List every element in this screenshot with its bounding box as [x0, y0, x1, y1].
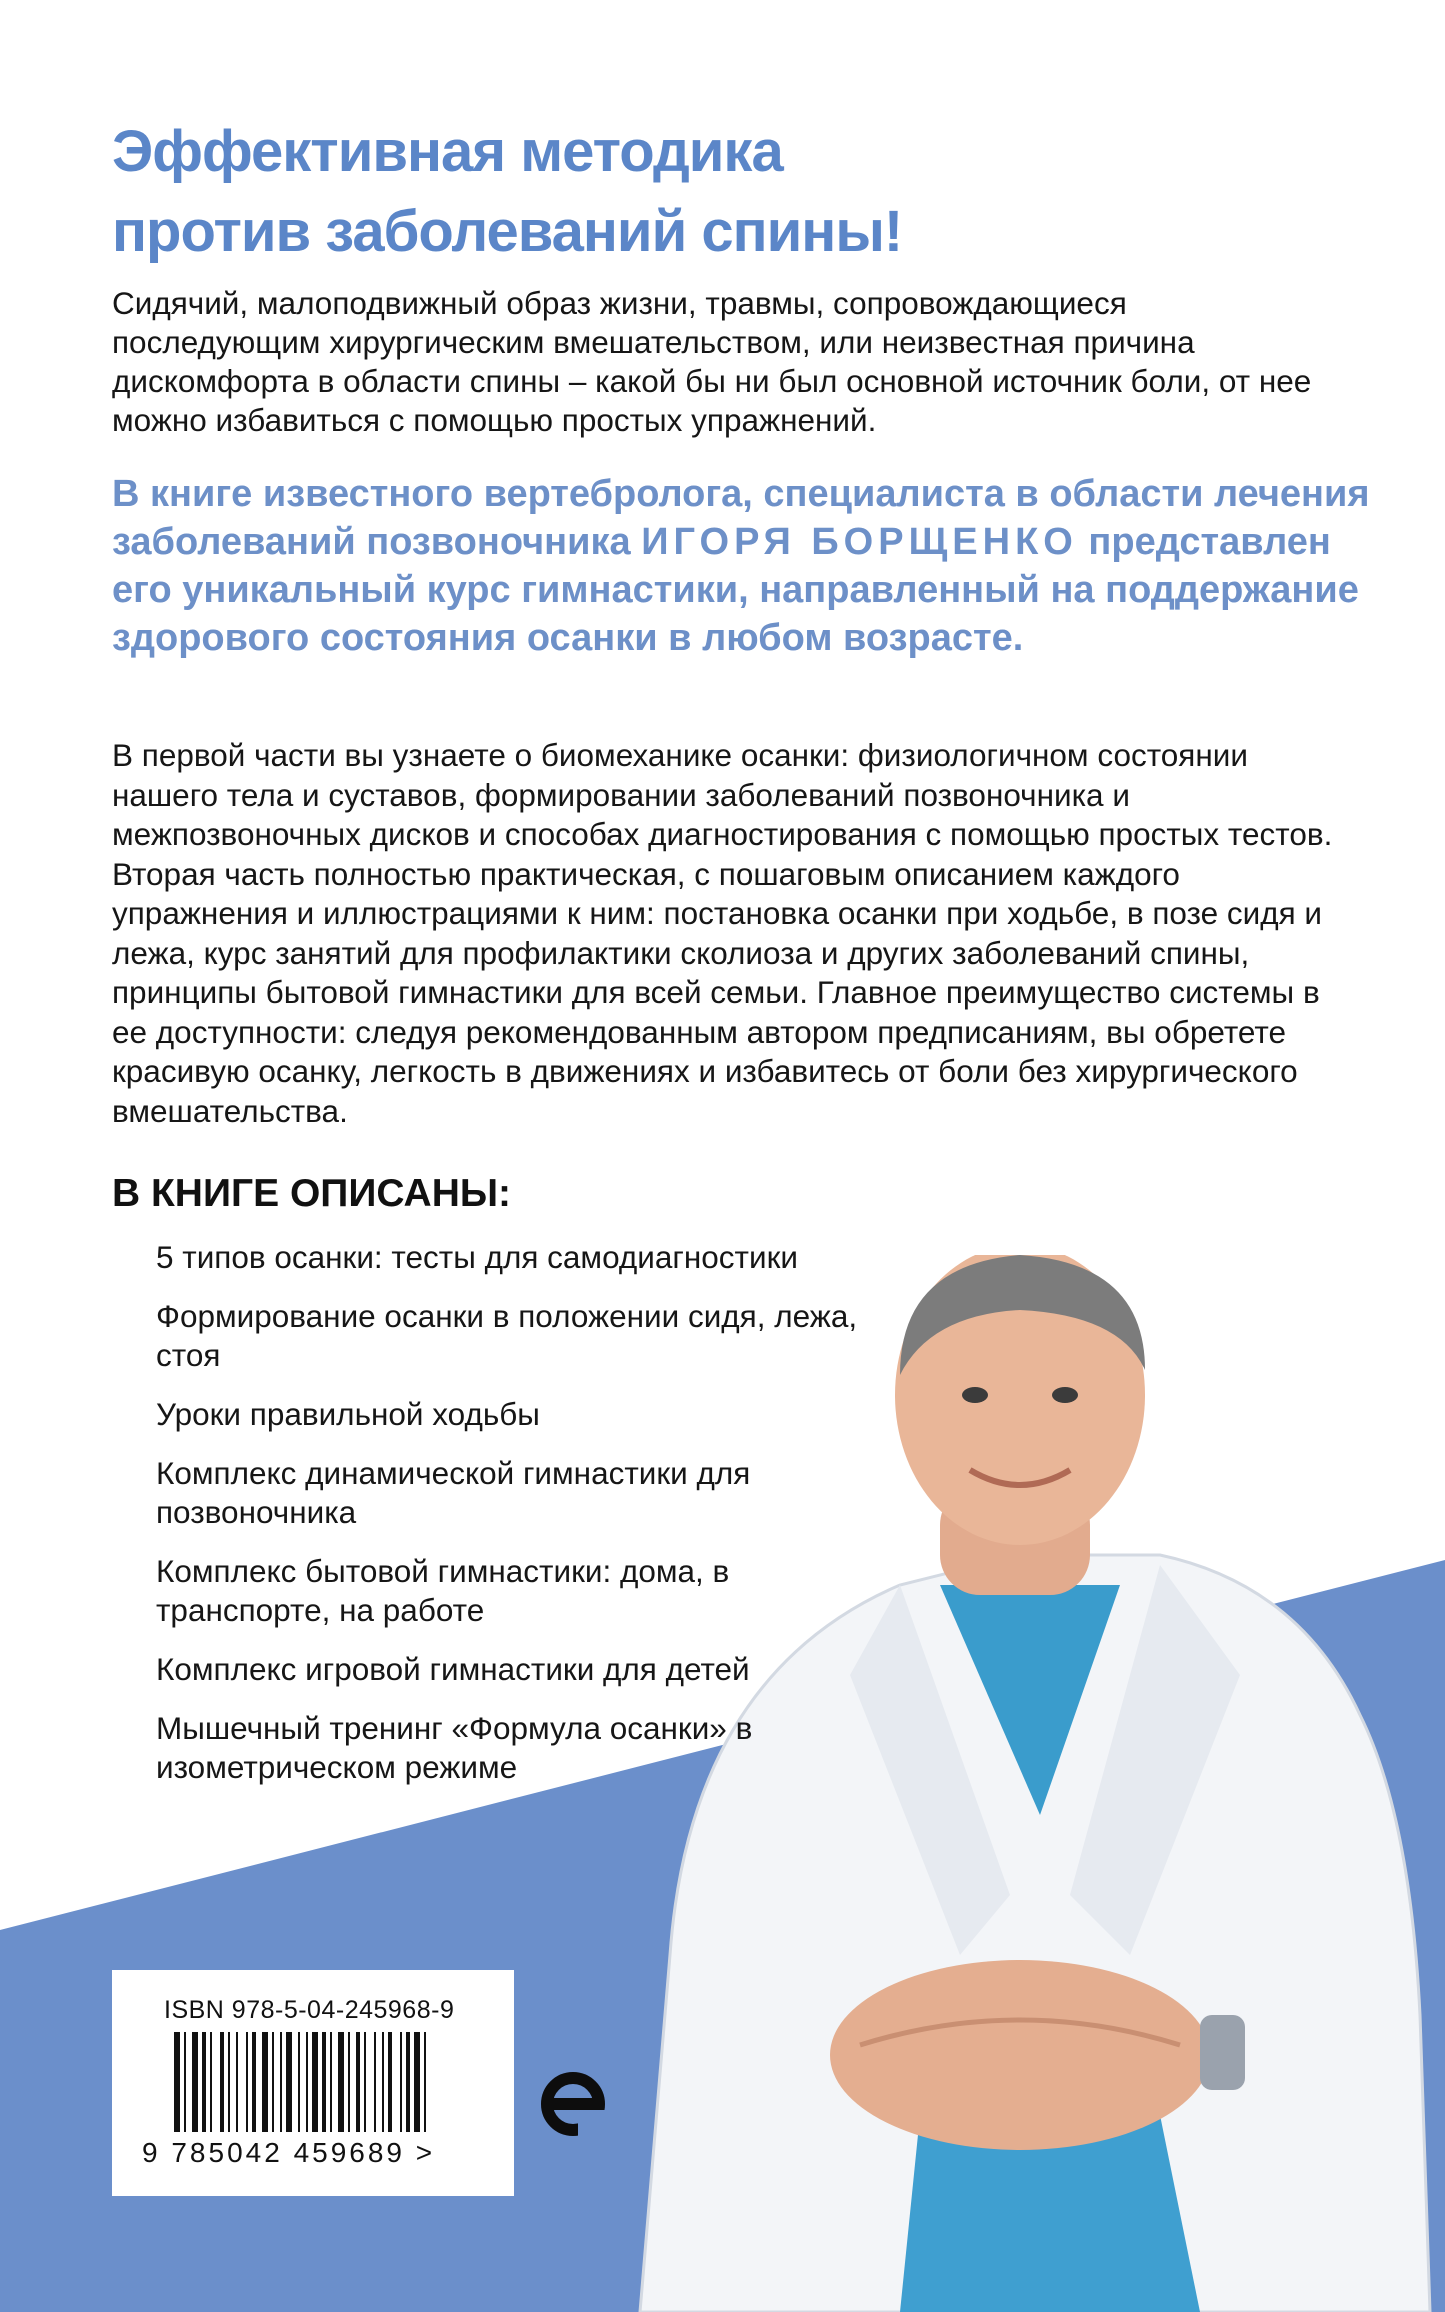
barcode-bar [312, 2032, 318, 2132]
lead-text-before: В книге известного вертебролога, специалиста в области лечения заболеваний позвоночника [112, 473, 1370, 563]
barcode-bar [192, 2032, 198, 2132]
barcode-bar [202, 2032, 206, 2132]
barcode-bar [400, 2032, 402, 2132]
eksmo-logo-icon [538, 2054, 608, 2154]
barcode-bar [388, 2032, 392, 2132]
barcode-bar [252, 2032, 256, 2132]
barcode-bar [184, 2032, 186, 2132]
barcode-bar [338, 2032, 344, 2132]
list-item: Формирование осанки в положении сидя, лежа, стоя [156, 1298, 858, 1373]
list-item: Комплекс динамической гимнастики для позвоночника [156, 1455, 751, 1530]
list-item: Уроки правильной ходьбы [156, 1396, 540, 1432]
list-item: Комплекс игровой гимнастики для детей [156, 1651, 750, 1687]
barcode-bar [382, 2032, 384, 2132]
barcode-bar [424, 2032, 426, 2132]
barcode-bar [262, 2032, 268, 2132]
barcode-bar [322, 2032, 326, 2132]
barcode-bar [374, 2032, 376, 2132]
lead-text-after: представлен его уникальный курс гимнастики, направленный на поддержание здорового состояния осанки в любом возрасте. [112, 521, 1359, 659]
barcode-bar [348, 2032, 350, 2132]
list-item: Комплекс бытовой гимнастики: дома, в транспорте, на работе [156, 1553, 730, 1628]
isbn-digits: 9 785042 459689 > [142, 2137, 436, 2168]
barcode-bar [330, 2032, 332, 2132]
barcode-icon [174, 2032, 474, 2132]
barcode-bar [220, 2032, 224, 2132]
isbn-label: ISBN 978-5-04-245968-9 [164, 1996, 455, 2024]
barcode-bar [272, 2032, 274, 2132]
barcode-bar [364, 2032, 366, 2132]
barcode-bar [406, 2032, 410, 2132]
list-item: Мышечный тренинг «Формула осанки» в изометрическом режиме [156, 1710, 753, 1785]
barcode-bar [236, 2032, 238, 2132]
barcode-bar [306, 2032, 308, 2132]
isbn-block [112, 1970, 514, 2196]
barcode-bar [298, 2032, 300, 2132]
barcode-bar [246, 2032, 248, 2132]
description-paragraph: В первой части вы узнаете о биомеханике осанки: физиологичном состоянии нашего тела и суставов, формировании заболеваний позвоночника и межпозвоночных дисков и способах диагностирования с помощью простых тестов. Вторая часть полностью практическая, с пошаговым описанием каждого упражнения и иллюстрациями к ним: постановка осанки при ходьбе, в позе сидя и лежа, курс занятий для профилактики сколиоза и других заболеваний спины, принципы бытовой гимнастики для всей семьи. Главное преимущество системы в ее доступности: следуя рекомендованным автором предписаниям, вы обретете красивую осанку, легкость в движениях и избавитесь от боли без хирургического вмешательства. [112, 737, 1333, 1129]
barcode-bar [286, 2032, 292, 2132]
barcode-bar [210, 2032, 212, 2132]
barcode-bar [174, 2032, 180, 2132]
barcode-bar [356, 2032, 360, 2132]
barcode-bar [414, 2032, 420, 2132]
headline-line-2: против заболеваний спины! [112, 199, 903, 264]
features-list [156, 1238, 896, 1807]
headline-line-1: Эффективная методика [112, 119, 783, 184]
barcode-bar [280, 2032, 282, 2132]
features-title: В КНИГЕ ОПИСАНЫ: [112, 1172, 512, 1215]
intro-paragraph: Сидячий, малоподвижный образ жизни, травмы, сопровождающиеся последующим хирургическим вмешательством, или неизвестная причина дискомфорта в области спины – какой бы ни был основной источник боли, от нее можно избавиться с помощью простых упражнений. [112, 285, 1312, 438]
lead-paragraph [112, 470, 1372, 662]
author-name: ИГОРЯ БОРЩЕНКО [641, 521, 1078, 563]
headline [112, 112, 902, 272]
barcode-bar [228, 2032, 230, 2132]
list-item: 5 типов осанки: тесты для самодиагностики [156, 1239, 798, 1275]
